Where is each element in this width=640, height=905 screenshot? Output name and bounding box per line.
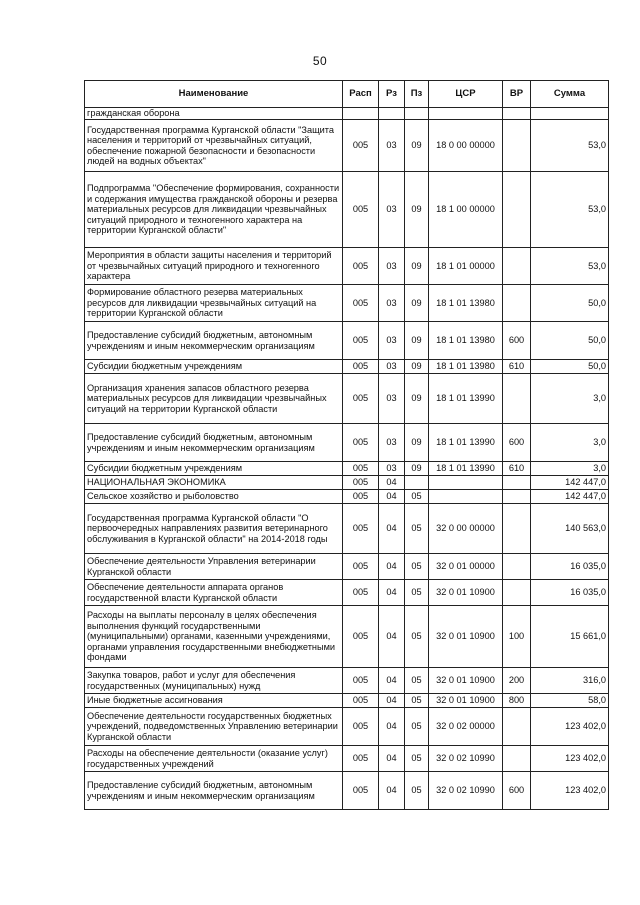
row-pz: 05: [405, 746, 429, 772]
row-pz: 05: [405, 490, 429, 504]
row-vr: [503, 476, 531, 490]
row-rz: 04: [379, 580, 405, 606]
table-row: [85, 580, 609, 606]
row-vr: 100: [503, 606, 531, 668]
table-row: [85, 476, 609, 490]
row-rasp: [343, 108, 379, 120]
row-rasp: 005: [343, 772, 379, 810]
row-sum: 16 035,0: [531, 554, 609, 580]
table-row: [85, 462, 609, 476]
row-csr: 32 0 01 10900: [429, 606, 503, 668]
row-csr: 18 1 00 00000: [429, 172, 503, 248]
row-vr: [503, 285, 531, 322]
row-name: Субсидии бюджетным учреждениям: [85, 360, 343, 374]
table-row: [85, 554, 609, 580]
row-sum: 123 402,0: [531, 746, 609, 772]
row-vr: [503, 504, 531, 554]
table-row: [85, 606, 609, 668]
row-name: Формирование областного резерва материальных ресурсов для ликвидации чрезвычайных ситуаций на территории Курганской области: [85, 285, 343, 322]
row-name: Предоставление субсидий бюджетным, автономным учреждениям и иным некоммерческим организациям: [85, 772, 343, 810]
row-csr: [429, 490, 503, 504]
row-name: Обеспечение деятельности государственных бюджетных учреждений, подведомственных Управлению ветеринарии Курганской области: [85, 708, 343, 746]
row-rz: 04: [379, 606, 405, 668]
row-vr: [503, 374, 531, 424]
row-csr: 32 0 01 00000: [429, 554, 503, 580]
row-csr: 32 0 02 00000: [429, 708, 503, 746]
row-rasp: 005: [343, 462, 379, 476]
row-rasp: 005: [343, 668, 379, 694]
row-csr: 32 0 02 10990: [429, 746, 503, 772]
row-rz: 03: [379, 360, 405, 374]
row-sum: 123 402,0: [531, 772, 609, 810]
row-rz: [379, 108, 405, 120]
row-vr: 610: [503, 360, 531, 374]
row-pz: 05: [405, 668, 429, 694]
row-name: Организация хранения запасов областного резерва материальных ресурсов для ликвидации чрезвычайных ситуаций на территории Курганской области: [85, 374, 343, 424]
row-vr: [503, 120, 531, 172]
row-name: НАЦИОНАЛЬНАЯ ЭКОНОМИКА: [85, 476, 343, 490]
row-pz: 05: [405, 708, 429, 746]
row-csr: 18 1 01 13980: [429, 360, 503, 374]
table-row: [85, 120, 609, 172]
row-rasp: 005: [343, 554, 379, 580]
row-vr: 800: [503, 694, 531, 708]
row-name: Государственная программа Курганской области "О первоочередных направлениях развития ветеринарного обслуживания в Курганской области" на 2014-2018 годы: [85, 504, 343, 554]
row-csr: 18 1 01 13990: [429, 424, 503, 462]
row-csr: 32 0 00 00000: [429, 504, 503, 554]
row-rasp: 005: [343, 248, 379, 285]
row-vr: 600: [503, 772, 531, 810]
table-header-row: [85, 81, 609, 108]
row-pz: 05: [405, 694, 429, 708]
row-rz: 03: [379, 172, 405, 248]
row-vr: [503, 746, 531, 772]
row-sum: 142 447,0: [531, 476, 609, 490]
row-csr: 18 1 01 13990: [429, 374, 503, 424]
row-rz: 03: [379, 424, 405, 462]
row-sum: 3,0: [531, 462, 609, 476]
row-csr: 32 0 02 10990: [429, 772, 503, 810]
table-row: [85, 708, 609, 746]
row-sum: 50,0: [531, 285, 609, 322]
row-pz: 09: [405, 120, 429, 172]
row-sum: 16 035,0: [531, 580, 609, 606]
row-rz: 04: [379, 746, 405, 772]
row-rasp: 005: [343, 708, 379, 746]
row-name: Субсидии бюджетным учреждениям: [85, 462, 343, 476]
row-name: Обеспечение деятельности аппарата органов государственной власти Курганской области: [85, 580, 343, 606]
row-csr: 18 1 01 13980: [429, 322, 503, 360]
row-sum: 58,0: [531, 694, 609, 708]
row-rz: 03: [379, 285, 405, 322]
row-rasp: 005: [343, 504, 379, 554]
row-rasp: 005: [343, 374, 379, 424]
row-pz: 05: [405, 554, 429, 580]
row-name: Подпрограмма "Обеспечение формирования, сохранности и содержания имущества гражданской обороны и резерва материальных ресурсов для ликвидации чрезвычайных ситуаций природного и техногенного характера на территории Курганской области": [85, 172, 343, 248]
row-pz: 05: [405, 504, 429, 554]
row-sum: 53,0: [531, 248, 609, 285]
row-pz: [405, 108, 429, 120]
row-sum: 3,0: [531, 374, 609, 424]
row-rz: 03: [379, 322, 405, 360]
row-rasp: 005: [343, 490, 379, 504]
row-csr: 18 0 00 00000: [429, 120, 503, 172]
row-rasp: 005: [343, 322, 379, 360]
row-rasp: 005: [343, 746, 379, 772]
row-rz: 04: [379, 554, 405, 580]
row-pz: 05: [405, 580, 429, 606]
row-rz: 04: [379, 694, 405, 708]
row-csr: 32 0 01 10900: [429, 668, 503, 694]
row-pz: 05: [405, 772, 429, 810]
row-rasp: 005: [343, 120, 379, 172]
row-pz: 09: [405, 285, 429, 322]
row-vr: [503, 248, 531, 285]
row-name: Иные бюджетные ассигнования: [85, 694, 343, 708]
table-row: [85, 746, 609, 772]
row-vr: [503, 172, 531, 248]
row-sum: 142 447,0: [531, 490, 609, 504]
row-sum: 123 402,0: [531, 708, 609, 746]
row-rz: 03: [379, 462, 405, 476]
row-vr: 600: [503, 322, 531, 360]
row-sum: 316,0: [531, 668, 609, 694]
row-rz: 04: [379, 504, 405, 554]
row-pz: 09: [405, 424, 429, 462]
column-header-sum: Сумма: [531, 81, 609, 108]
column-header-rz: Рз: [379, 81, 405, 108]
row-sum: 140 563,0: [531, 504, 609, 554]
table-row: [85, 694, 609, 708]
column-header-pz: Пз: [405, 81, 429, 108]
row-csr: 18 1 01 00000: [429, 248, 503, 285]
row-csr: [429, 108, 503, 120]
row-rasp: 005: [343, 360, 379, 374]
table-row: [85, 424, 609, 462]
table-row: [85, 668, 609, 694]
table-row: [85, 322, 609, 360]
row-pz: 09: [405, 360, 429, 374]
row-csr: 32 0 01 10900: [429, 580, 503, 606]
table-row: [85, 172, 609, 248]
row-sum: 3,0: [531, 424, 609, 462]
row-rasp: 005: [343, 172, 379, 248]
row-vr: 600: [503, 424, 531, 462]
row-csr: 18 1 01 13980: [429, 285, 503, 322]
row-name: Мероприятия в области защиты населения и территорий от чрезвычайных ситуаций природного и техногенного характера: [85, 248, 343, 285]
row-pz: [405, 476, 429, 490]
row-rasp: 005: [343, 580, 379, 606]
row-rz: 04: [379, 708, 405, 746]
row-vr: [503, 580, 531, 606]
row-pz: 09: [405, 248, 429, 285]
row-rz: 04: [379, 476, 405, 490]
row-name: Предоставление субсидий бюджетным, автономным учреждениям и иным некоммерческим организациям: [85, 322, 343, 360]
row-pz: 09: [405, 172, 429, 248]
row-sum: 53,0: [531, 120, 609, 172]
row-sum: 50,0: [531, 322, 609, 360]
row-rz: 04: [379, 490, 405, 504]
budget-table: [84, 80, 609, 810]
row-name: Закупка товаров, работ и услуг для обеспечения государственных (муниципальных) нужд: [85, 668, 343, 694]
row-rasp: 005: [343, 694, 379, 708]
row-rz: 04: [379, 668, 405, 694]
row-vr: 610: [503, 462, 531, 476]
row-rasp: 005: [343, 476, 379, 490]
table-row: [85, 248, 609, 285]
column-header-rasp: Расп: [343, 81, 379, 108]
row-sum: 50,0: [531, 360, 609, 374]
table-row: [85, 490, 609, 504]
row-sum: 15 661,0: [531, 606, 609, 668]
table-row: [85, 374, 609, 424]
row-sum: 53,0: [531, 172, 609, 248]
table-body: [85, 108, 609, 810]
row-name: Сельское хозяйство и рыболовство: [85, 490, 343, 504]
row-rz: 03: [379, 120, 405, 172]
row-name: Предоставление субсидий бюджетным, автономным учреждениям и иным некоммерческим организациям: [85, 424, 343, 462]
table-row: [85, 108, 609, 120]
row-name: гражданская оборона: [85, 108, 343, 120]
row-rasp: 005: [343, 606, 379, 668]
row-pz: 09: [405, 462, 429, 476]
row-pz: 09: [405, 322, 429, 360]
row-vr: [503, 490, 531, 504]
row-name: Расходы на выплаты персоналу в целях обеспечения выполнения функций государственными (муниципальными) органами, казенными учреждениями, органами управления государственными внебюджетными фондами: [85, 606, 343, 668]
page-number: 50: [312, 54, 328, 68]
row-pz: 05: [405, 606, 429, 668]
row-name: Государственная программа Курганской области "Защита населения и территорий от чрезвычайных ситуаций, обеспечение пожарной безопасности и безопасности людей на водных объектах": [85, 120, 343, 172]
row-pz: 09: [405, 374, 429, 424]
column-header-name: Наименование: [85, 81, 343, 108]
row-vr: [503, 554, 531, 580]
table-row: [85, 772, 609, 810]
table-row: [85, 360, 609, 374]
row-vr: 200: [503, 668, 531, 694]
row-rasp: 005: [343, 285, 379, 322]
row-rasp: 005: [343, 424, 379, 462]
table-row: [85, 504, 609, 554]
row-rz: 03: [379, 248, 405, 285]
column-header-vr: ВР: [503, 81, 531, 108]
row-vr: [503, 708, 531, 746]
column-header-csr: ЦСР: [429, 81, 503, 108]
row-csr: 32 0 01 10900: [429, 694, 503, 708]
row-sum: [531, 108, 609, 120]
row-name: Расходы на обеспечение деятельности (оказание услуг) государственных учреждений: [85, 746, 343, 772]
row-vr: [503, 108, 531, 120]
row-rz: 04: [379, 772, 405, 810]
row-csr: [429, 476, 503, 490]
row-name: Обеспечение деятельности Управления ветеринарии Курганской области: [85, 554, 343, 580]
table-row: [85, 285, 609, 322]
row-rz: 03: [379, 374, 405, 424]
row-csr: 18 1 01 13990: [429, 462, 503, 476]
